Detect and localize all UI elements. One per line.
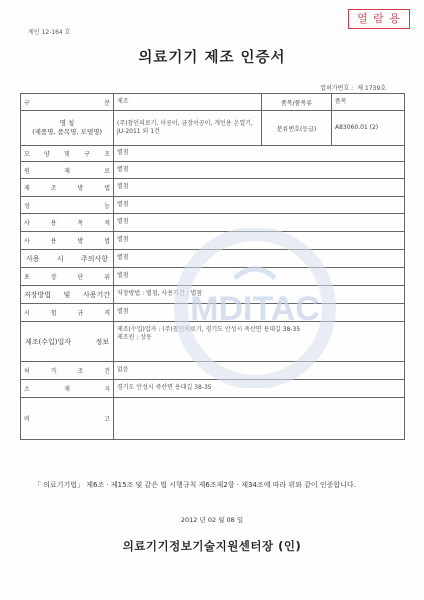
table-row [21, 197, 405, 214]
table-row [21, 286, 405, 304]
row-value: 별첨 [114, 304, 405, 322]
document-title: 의료기기 제조 인증서 [138, 50, 286, 66]
table-row [21, 268, 405, 286]
row-label: 제 조 방 법 [21, 179, 114, 197]
row-value: 별첨 [114, 146, 405, 162]
row-value: 별첨 [114, 162, 405, 179]
row-label: 구 분 [21, 94, 114, 111]
row-value: 제조 [114, 94, 262, 111]
row-label: 포 장 단 위 [21, 268, 114, 286]
form-number: 제인 12-164 호 [28, 29, 71, 36]
registration-number [320, 83, 386, 92]
watermark-text: MDITAC [190, 290, 320, 328]
row-value: 없음 [114, 362, 405, 380]
row-label: 사 용 방 법 [21, 232, 114, 250]
table-row [21, 380, 405, 398]
row-value: 경기도 안성시 죽산면 용대길 38-35 [114, 380, 405, 398]
legal-basis-text: 「 의료기기법」 제6조 · 제15조 및 같은 법 시행규칙 제6조제2항 · 제34조에 따라 위와 같이 인증합니다. [34, 481, 356, 489]
row-label: 사 용 목 적 [21, 214, 114, 232]
row-value: 별첨 [114, 214, 405, 232]
table-row [21, 214, 405, 232]
row-value: 저장방법 : 별첨, 사용기간 : 별첨 [114, 286, 405, 304]
row-label: 명 칭 (제품명, 품목명, 모델명) [21, 111, 114, 146]
table-row [21, 232, 405, 250]
row-label: 허 가 조 건 [21, 362, 114, 380]
row-label: 제조(수입)업자 정보 [21, 322, 114, 362]
row-value-2: A83060.01 (2) [332, 111, 405, 146]
row-label: 저장방법 및 사용기간 [21, 286, 114, 304]
table-row [21, 250, 405, 268]
row-label: 성 능 [21, 197, 114, 214]
table-row [21, 111, 405, 146]
table-row [21, 162, 405, 179]
certificate-table [20, 93, 405, 440]
issuer-signature: 의료기기정보기술지원센터장 (인) [122, 539, 302, 553]
table-row [21, 146, 405, 162]
viewing-copy-stamp: 열 람 용 [348, 9, 410, 29]
row-value: 별첨 [114, 250, 405, 268]
row-value [114, 398, 405, 440]
table-row [21, 398, 405, 440]
row-label: 비 고 [21, 398, 114, 440]
row-label: 소 재 지 [21, 380, 114, 398]
row-label-2: 품목/품목류 [262, 94, 332, 111]
row-value: 별첨 [114, 197, 405, 214]
issue-date: 2012 년 02 월 08 일 [180, 516, 244, 524]
row-label: 원 재 료 [21, 162, 114, 179]
row-value: 별첨 [114, 179, 405, 197]
row-value: 제조(수입)업자 : (주)참인의료기, 경기도 안성시 죽산면 용대길 38-35 제조원 : 상동 [114, 322, 405, 362]
row-label: 모 양 및 구 조 [21, 146, 114, 162]
registration-number-value: 제 1739호 [357, 85, 386, 92]
table-row [21, 322, 405, 362]
table-row [21, 179, 405, 197]
row-value-2: 품목 [332, 94, 405, 111]
row-label: 시 험 규 격 [21, 304, 114, 322]
row-label: 사용 시 주의사항 [21, 250, 114, 268]
table-row [21, 362, 405, 380]
row-label-2: 분류번호(등급) [262, 111, 332, 146]
table-row [21, 94, 405, 111]
registration-number-label: 업허가번호 : [320, 85, 354, 92]
row-value: 별첨 [114, 232, 405, 250]
table-row [21, 304, 405, 322]
row-value: (주)참인의료기, 이공이, 금장이공이, 개인용 온열기, JU-2011 외 1건 [114, 111, 262, 146]
row-value: 별첨 [114, 268, 405, 286]
